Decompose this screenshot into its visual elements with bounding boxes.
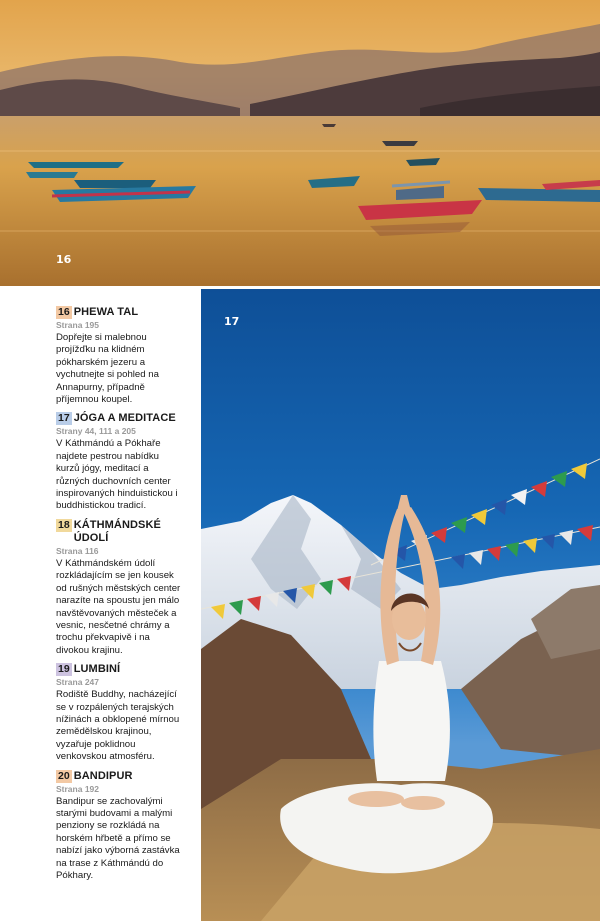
entry-bandipur [56, 770, 182, 883]
photo-number-16: 16 [56, 253, 72, 266]
entry-title: JÓGA A MEDITACE [73, 412, 176, 425]
entry-title: PHEWA TAL [73, 306, 139, 318]
entry-description: Dopřejte si malebnou projížďku na klidném pókharském jezeru a vychutnejte si pohled na Annapurny, případně příjemnou koupel. [56, 332, 159, 406]
entry-page-ref: Strana 116 [56, 545, 99, 556]
entry-page-ref: Strana 247 [56, 677, 99, 688]
photo-number-17: 17 [224, 315, 240, 328]
entry-description: V Káthmándském údolí rozkládajícím se jen kousek od rušných městských center narazíte na spoustu jen málo navštěvovaných městeček a vesnic, nesčetné chrámy a trochu překvapivě i na divokou krajinu. [56, 557, 181, 656]
entry-heading [56, 306, 182, 319]
highlights-list [56, 306, 182, 888]
entry-title: LUMBINÍ [73, 663, 121, 676]
entry-phewa-tal [56, 306, 182, 406]
entry-heading [56, 412, 182, 425]
phewa-tal-photo [0, 0, 600, 286]
entry-heading [56, 519, 182, 545]
entry-title: BANDIPUR [73, 769, 133, 782]
entry-title: KÁTHMÁNDSKÉ ÚDOLÍ [73, 518, 161, 544]
entry-description: V Káthmándú a Pókhaře najdete pestrou nabídku kurzů jógy, meditací a různých duchovních center inspirovaných hinduistickou i buddhistickou tradicí. [56, 438, 178, 512]
entry-kathmandske-udoli [56, 519, 182, 657]
entry-description: Bandipur se zachovalými starými budovami a malými penziony se rozkládá na horském hřbetě a přímo se nabízí jako výborná zastávka na trase z Káthmándú do Pókhary. [56, 795, 180, 881]
entry-description: Rodiště Buddhy, nacházející se v rozpálených terajských nížinách a obklopené mírnou zemědělskou krajinou, vyzařuje poklidnou venkovskou atmosféru. [56, 689, 180, 763]
yoga-photo [201, 289, 600, 921]
entry-heading [56, 663, 182, 676]
lake-scene [0, 0, 600, 286]
entry-page-ref: Strany 44, 111 a 205 [56, 426, 136, 437]
entry-number-badge: 18 [58, 518, 70, 531]
entry-page-ref: Strana 195 [56, 320, 99, 330]
yoga-scene [201, 289, 600, 921]
entry-number-badge: 16 [58, 306, 70, 318]
entry-heading [56, 770, 182, 783]
entry-number-badge: 17 [58, 412, 70, 425]
entry-lumbini [56, 663, 182, 763]
entry-joga-a-meditace [56, 412, 182, 512]
entry-number-badge: 20 [58, 769, 70, 782]
entry-number-badge: 19 [58, 663, 70, 676]
entry-page-ref: Strana 192 [56, 783, 99, 794]
